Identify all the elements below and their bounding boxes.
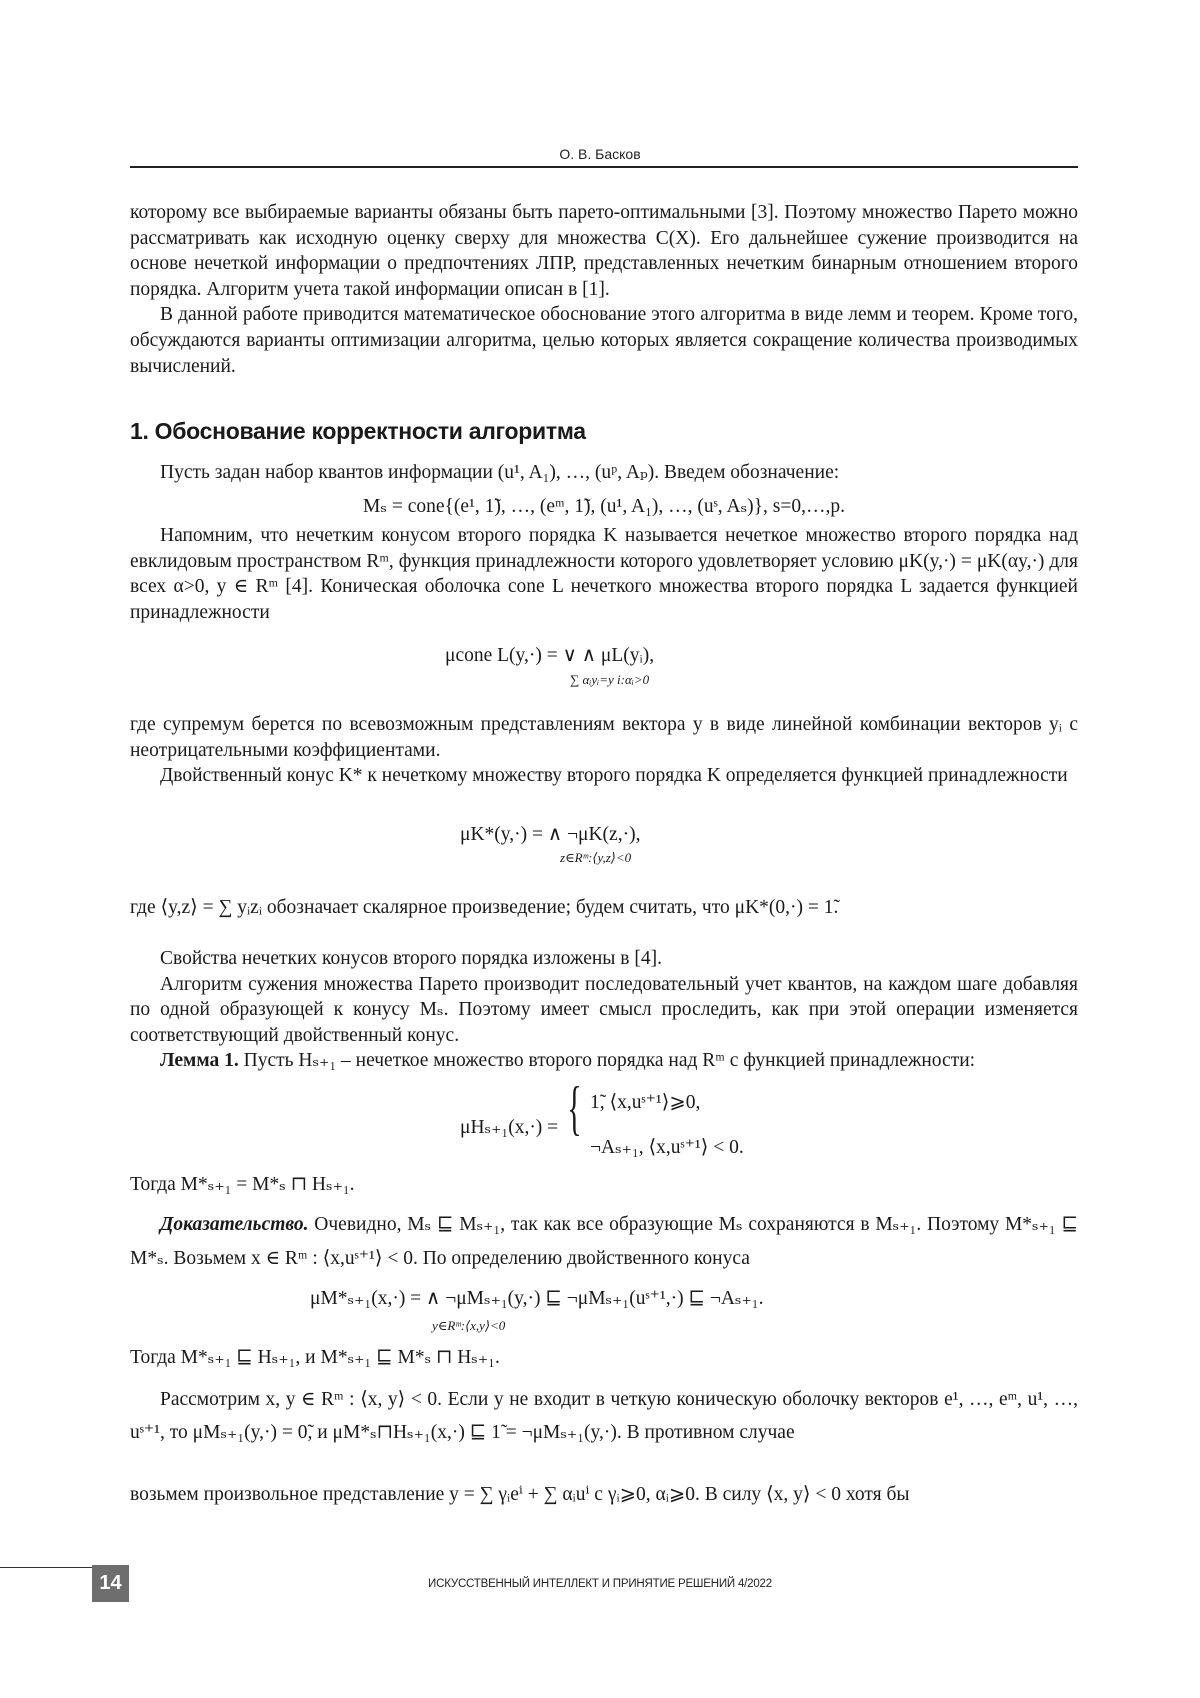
formula-cone-subscript: ∑ αᵢyᵢ=y i:αᵢ>0: [570, 672, 650, 687]
paragraph-5: где супремум берется по всевозможным представлениям вектора y в виде линейной комбинации векторов yᵢ с неотрицательными коэффициентами.: [130, 714, 1078, 761]
intro-paragraphs: [130, 200, 1078, 379]
cases-brace: {: [567, 1075, 582, 1141]
paragraph-8: Свойства нечетких конусов второго порядка изложены в [4].: [160, 948, 662, 969]
paragraph-4-block: [130, 523, 1078, 625]
proof: [130, 1208, 1078, 1276]
formula-h-case-1: 1̃, ⟨x,uˢ⁺¹⟩⩾0,: [590, 1092, 701, 1113]
formula-h-lhs: μHₛ₊₁(x,·) =: [460, 1117, 559, 1138]
header-rule: [130, 166, 1078, 168]
formula-dual-cone: μK*(y,·) = ∧ ¬μK(z,·),: [460, 824, 641, 845]
paragraph-1: которому все выбираемые варианты обязаны быть парето-оптимальными [3]. Поэтому множество Парето можно рассматривать как исходную оценку сверху для множества C(X). Его дальнейшее сужение производится на основе нечеткой информации о предпочтениях ЛПР, представленных нечетким бинарным отношением второго порядка. Алгоритм учета такой информации описан в [1].: [130, 202, 1078, 300]
formula-h-case-2: ¬Aₛ₊₁, ⟨x,uˢ⁺¹⟩ < 0.: [590, 1137, 744, 1158]
paragraph-11-block: [130, 1482, 1078, 1508]
paragraph-3-block: [130, 460, 1078, 486]
paragraph-10: Рассмотрим x, y ∈ Rᵐ : ⟨x, y⟩ < 0. Если y не входит в четкую коническую оболочку векторов e¹, …, eᵐ, u¹, …, uˢ⁺¹, то μMₛ₊₁(y,·) = 0̃, и μM*ₛ⊓Hₛ₊₁(x,·) ⊑ 1̃ = ¬μMₛ₊₁(y,·). В противном случае: [130, 1389, 1078, 1443]
page-number: 14: [92, 1565, 129, 1602]
then-2-block: [130, 1345, 1078, 1371]
footer-journal-title: ИСКУССТВЕННЫЙ ИНТЕЛЛЕКТ И ПРИНЯТИЕ РЕШЕНИЙ 4/2022: [428, 1578, 772, 1590]
paragraph-8-9-block: [130, 946, 1078, 1074]
proof-text: Очевидно, Mₛ ⊑ Mₛ₊₁, так как все образующие Mₛ сохраняются в Mₛ₊₁. Поэтому M*ₛ₊₁ ⊑ M*ₛ. Возьмем x ∈ Rᵐ : ⟨x,uˢ⁺¹⟩ < 0. По определению двойственного конуса: [130, 1214, 1079, 1269]
formula-proof: μM*ₛ₊₁(x,·) = ∧ ¬μMₛ₊₁(y,·) ⊑ ¬μMₛ₊₁(uˢ⁺¹,·) ⊑ ¬Aₛ₊₁.: [310, 1288, 764, 1309]
paragraph-9: Алгоритм сужения множества Парето производит последовательный учет квантов, на каждом шаге добавляя по одной образующей к конусу Mₛ. Поэтому имеет смысл проследить, как при этой операции изменяется соответствующий двойственный конус.: [130, 973, 1078, 1046]
lemma-1: [130, 1048, 1078, 1074]
paragraph-3: Пусть задан набор квантов информации (u¹, A₁), …, (uᵖ, Aₚ). Введем обозначение:: [160, 462, 840, 483]
then-2: Тогда M*ₛ₊₁ ⊑ Hₛ₊₁, и M*ₛ₊₁ ⊑ M*ₛ ⊓ Hₛ₊₁.: [130, 1347, 500, 1368]
proof-title: Доказательство.: [160, 1214, 309, 1235]
paragraph-10-block: [130, 1383, 1078, 1449]
then-1: Тогда M*ₛ₊₁ = M*ₛ ⊓ Hₛ₊₁.: [130, 1174, 355, 1195]
paragraph-11: возьмем произвольное представление y = ∑ γᵢeⁱ + ∑ αᵢuⁱ с γᵢ⩾0, αᵢ⩾0. В силу ⟨x, y⟩ < 0 хотя бы: [130, 1484, 910, 1505]
paragraph-2: В данной работе приводится математическое обоснование этого алгоритма в виде лемм и теорем. Кроме того, обсуждаются варианты оптимизации алгоритма, целью которых является сокращение количества производимых вычислений.: [130, 304, 1078, 377]
then-1-block: [130, 1172, 1078, 1198]
lemma-title: Лемма 1.: [160, 1050, 239, 1072]
formula-dual-subscript: z∈Rᵐ:⟨y,z⟩<0: [560, 850, 632, 865]
section-heading: 1. Обоснование корректности алгоритма: [130, 418, 586, 444]
formula-ms: Mₛ = cone{(e¹, 1̃), …, (eᵐ, 1̃), (u¹, A₁), …, (uˢ, Aₛ)}, s=0,…,p.: [363, 496, 845, 517]
footer-rule: [0, 1567, 92, 1568]
paragraph-5-6-block: [130, 712, 1078, 789]
formula-cone: μcone L(y,·) = ∨ ∧ μL(yᵢ),: [445, 645, 655, 666]
paragraph-7-block: [130, 895, 1078, 921]
running-header-author: О. В. Басков: [559, 146, 641, 162]
paragraph-4: Напомним, что нечетким конусом второго порядка K называется нечеткое множество второго порядка над евклидовым пространством Rᵐ, функция принадлежности которого удовлетворяет условию μK(y,·) = μK(αy,·) для всех α>0, y ∈ Rᵐ [4]. Коническая оболочка cone L нечеткого множества второго порядка L задается функцией принадлежности: [130, 525, 1078, 623]
formula-proof-subscript: y∈Rᵐ:⟨x,y⟩<0: [432, 1318, 506, 1333]
paragraph-6: Двойственный конус K* к нечеткому множеству второго порядка K определяется функцией принадлежности: [160, 765, 1068, 787]
paragraph-7: где ⟨y,z⟩ = ∑ yᵢzᵢ обозначает скалярное произведение; будем считать, что μK*(0,·) = 1̃.: [130, 897, 839, 918]
lemma-text: Пусть Hₛ₊₁ – нечеткое множество второго порядка над Rᵐ с функцией принадлежности:: [243, 1050, 976, 1072]
proof-block: [130, 1208, 1078, 1276]
